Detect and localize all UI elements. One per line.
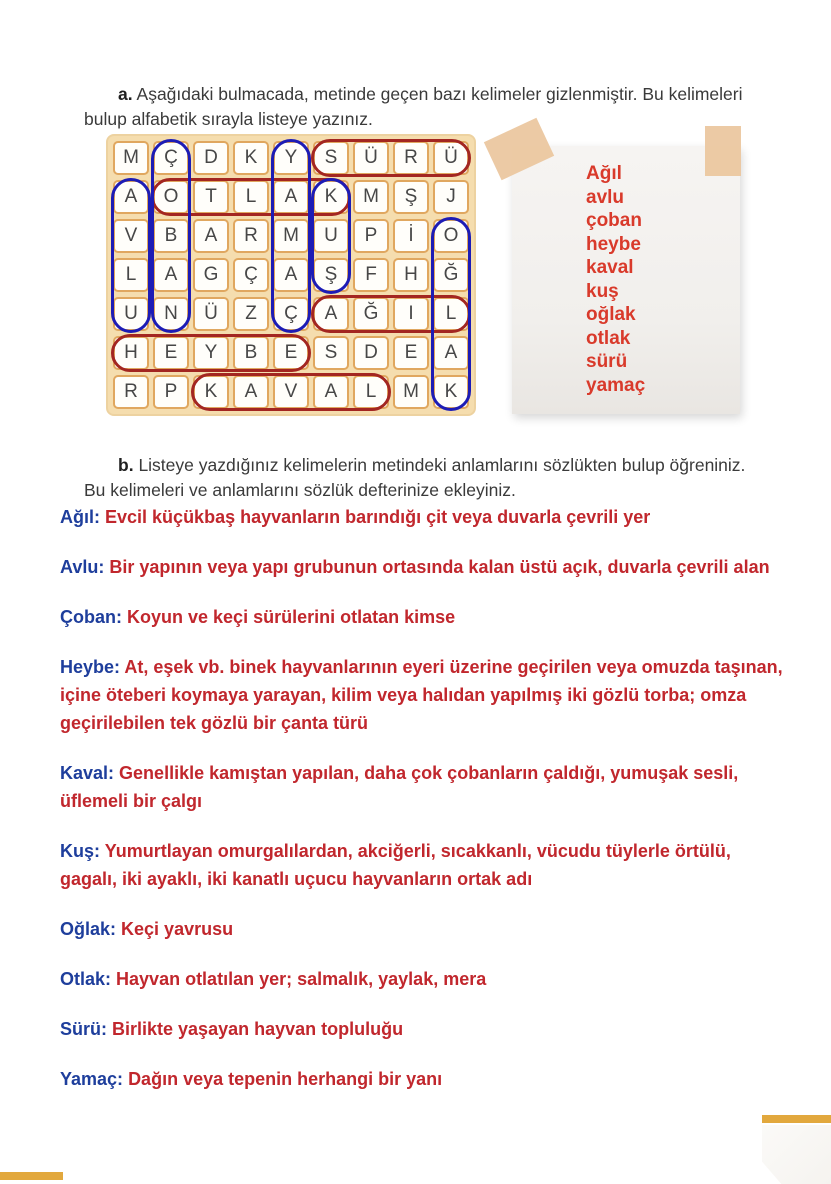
grid-cell: V [273,375,309,409]
grid-cell: Ç [233,258,269,292]
grid-cell: R [233,219,269,253]
grid-cell: B [233,336,269,370]
definition-term: Avlu: [60,557,105,577]
note-word: oğlak [586,304,636,325]
tape-right-icon [705,126,741,176]
definition-text: Dağın veya tepenin herhangi bir yanı [128,1069,443,1089]
grid-cell: A [273,258,309,292]
grid-cell: U [313,219,349,253]
grid-cell: I [393,297,429,331]
definition-term: Oğlak: [60,919,117,939]
grid-cell: F [353,258,389,292]
grid-cell: T [193,180,229,214]
definition-entry [60,653,792,737]
grid-cell: A [433,336,469,370]
grid-cell: U [113,297,149,331]
grid-cell: A [113,180,149,214]
grid-cell: K [313,180,349,214]
grid-cell: D [353,336,389,370]
grid-cell: R [113,375,149,409]
note-word: avlu [586,186,625,208]
grid-cell: H [393,258,429,292]
note-word: kuş [586,280,619,302]
definition-entry [60,837,792,893]
grid-cell: N [153,297,189,331]
grid-cell: Y [193,336,229,370]
grid-cell: L [113,258,149,292]
grid-cell: L [433,297,469,331]
definition-text: At, eşek vb. binek hayvanlarının eyeri üzerine geçirilen veya omuzda taşınan, içine öteberi koymaya yarayan, kilim veya halıdan yapılmış iki gözlü torba; omza geçirilebilen tek gözlü bir çanta türü [60,657,783,733]
definition-text: Keçi yavrusu [121,919,234,939]
grid-cell: K [193,375,229,409]
grid-cell: O [153,180,189,214]
instruction-a [84,82,762,132]
grid-cell: K [433,375,469,409]
definition-term: Heybe: [60,657,121,677]
grid-cell: Y [273,141,309,175]
definition-text: Genellikle kamıştan yapılan, daha çok çobanların çaldığı, yumuşak sesli, üflemeli bir çalgı [60,763,739,811]
grid-cell: R [393,141,429,175]
definition-text: Hayvan otlatılan yer; salmalık, yaylak, mera [116,969,487,989]
page-corner [762,1125,831,1184]
instruction-b-marker: b. [118,454,134,475]
note-word: otlak [586,327,631,349]
instruction-a-marker: a. [118,83,133,104]
grid-cell: Ş [313,258,349,292]
grid-cell: Ü [193,297,229,331]
definition-text: Koyun ve keçi sürülerini otlatan kimse [127,607,456,627]
word-search-grid [106,134,476,416]
definition-text: Yumurtlayan omurgalılardan, akciğerli, sıcakkanlı, vücudu tüylerle örtülü, gagalı, iki ayaklı, iki kanatlı uçucu hayvanların ortak adı [60,841,731,889]
grid-cell: Ç [153,141,189,175]
note-word: çoban [586,210,642,231]
grid-cell: A [193,219,229,253]
grid-cell: A [313,375,349,409]
definition-term: Kaval: [60,763,115,783]
definition-entry [60,603,792,631]
grid-cell: D [193,141,229,175]
note-word-list [586,162,645,397]
definition-text: Bir yapının veya yapı grubunun ortasında kalan üstü açık, duvarla çevrili alan [109,557,770,577]
sticky-note [512,146,740,414]
definition-entry [60,1065,792,1093]
grid-cell: Ğ [433,258,469,292]
definition-term: Kuş: [60,841,100,861]
definition-entry [60,553,792,581]
note-word: heybe [586,233,641,255]
definitions-list [60,503,792,1115]
instruction-b-text: Listeye yazdığınız kelimelerin metindeki anlamlarını sözlükten bulup öğreniniz. Bu kelimeleri ve anlamlarını sözlük defterinize ekleyiniz. [84,454,746,500]
grid-cell: S [313,141,349,175]
note-word: Ağıl [586,163,622,184]
definition-entry [60,965,792,993]
definition-term: Ağıl: [60,507,100,527]
definition-entry [60,759,792,815]
grid-cell: E [393,336,429,370]
note-word: yamaç [586,374,646,396]
grid-cell: P [353,219,389,253]
grid-cell: H [113,336,149,370]
grid-cell: A [233,375,269,409]
definition-term: Sürü: [60,1019,107,1039]
definition-entry [60,503,792,531]
grid-cell: O [433,219,469,253]
grid-cell: A [153,258,189,292]
definition-term: Çoban: [60,607,122,627]
grid-cell: J [433,180,469,214]
grid-cell: M [353,180,389,214]
grid-cell: İ [393,219,429,253]
note-word: kaval [586,257,634,278]
grid-cell: Z [233,297,269,331]
grid-cell: B [153,219,189,253]
instruction-a-text: Aşağıdaki bulmacada, metinde geçen bazı kelimeler gizlenmiştir. Bu kelimeleri bulup alfabetik sırayla listeye yazınız. [84,83,743,129]
grid-cell: Ü [433,141,469,175]
instruction-b [84,453,762,503]
grid-cell: A [313,297,349,331]
grid-cell: M [113,141,149,175]
grid-cell: Ğ [353,297,389,331]
gold-bar-right [762,1115,831,1123]
grid-cell: M [393,375,429,409]
definition-entry [60,1015,792,1043]
grid-cell: A [273,180,309,214]
definition-text: Evcil küçükbaş hayvanların barındığı çit veya duvarla çevrili yer [105,507,651,527]
definition-term: Yamaç: [60,1069,124,1089]
definition-text: Birlikte yaşayan hayvan topluluğu [112,1019,404,1039]
grid-cell: V [113,219,149,253]
grid-cell: L [353,375,389,409]
grid-cell: Ş [393,180,429,214]
grid-cell: S [313,336,349,370]
grid-cell: E [153,336,189,370]
grid-cell: M [273,219,309,253]
grid-cell: Ç [273,297,309,331]
grid-cell: G [193,258,229,292]
note-word: sürü [586,351,628,372]
grid-cell: Ü [353,141,389,175]
grid-cell: K [233,141,269,175]
grid-cell: P [153,375,189,409]
definition-entry [60,915,792,943]
grid-cell: E [273,336,309,370]
definition-term: Otlak: [60,969,112,989]
grid-cell: L [233,180,269,214]
gold-bar-left [0,1172,63,1180]
